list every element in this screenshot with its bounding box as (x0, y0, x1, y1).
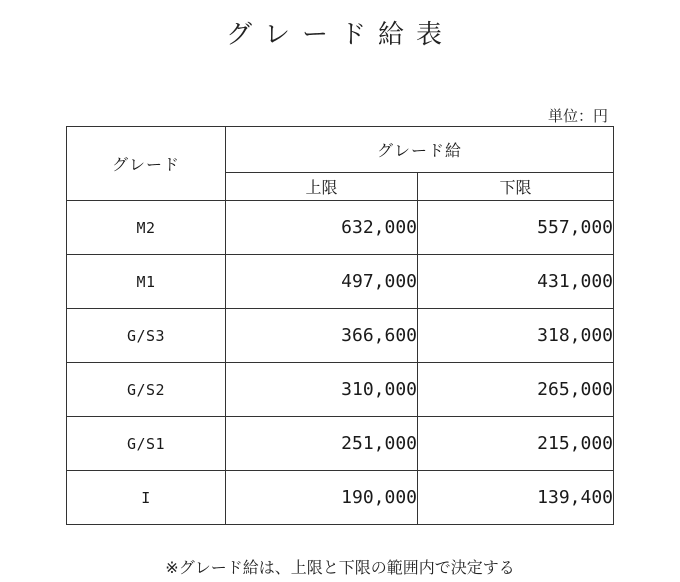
grade-cell: G/S2 (67, 363, 226, 417)
unit-label: 単位：円 (547, 107, 608, 125)
upper-limit-cell: 251,000 (226, 417, 418, 471)
grade-cell: G/S3 (67, 309, 226, 363)
grade-cell: M1 (67, 255, 226, 309)
table-row (67, 201, 614, 255)
table-row (67, 471, 614, 525)
table-row (67, 255, 614, 309)
lower-limit-cell: 318,000 (418, 309, 614, 363)
upper-limit-cell: 310,000 (226, 363, 418, 417)
lower-limit-cell: 431,000 (418, 255, 614, 309)
header-upper-limit: 上限 (226, 172, 418, 200)
header-lower-limit: 下限 (418, 172, 614, 200)
table-row (67, 309, 614, 363)
upper-limit-cell: 497,000 (226, 255, 418, 309)
lower-limit-cell: 265,000 (418, 363, 614, 417)
grade-cell: G/S1 (67, 417, 226, 471)
upper-limit-cell: 632,000 (226, 201, 418, 255)
lower-limit-cell: 557,000 (418, 201, 614, 255)
header-row-top (67, 127, 614, 173)
header-grade: グレード (67, 127, 226, 201)
lower-limit-cell: 215,000 (418, 417, 614, 471)
grade-cell: M2 (67, 201, 226, 255)
footnote: ※グレード給は、上限と下限の範囲内で決定する (165, 558, 515, 577)
grade-cell: I (67, 471, 226, 525)
table-row (67, 417, 614, 471)
grade-pay-table (66, 126, 614, 525)
header-grade-pay: グレード給 (226, 127, 614, 173)
upper-limit-cell: 190,000 (226, 471, 418, 525)
lower-limit-cell: 139,400 (418, 471, 614, 525)
table-row (67, 363, 614, 417)
upper-limit-cell: 366,600 (226, 309, 418, 363)
page-title: グレード給表 (225, 20, 454, 50)
